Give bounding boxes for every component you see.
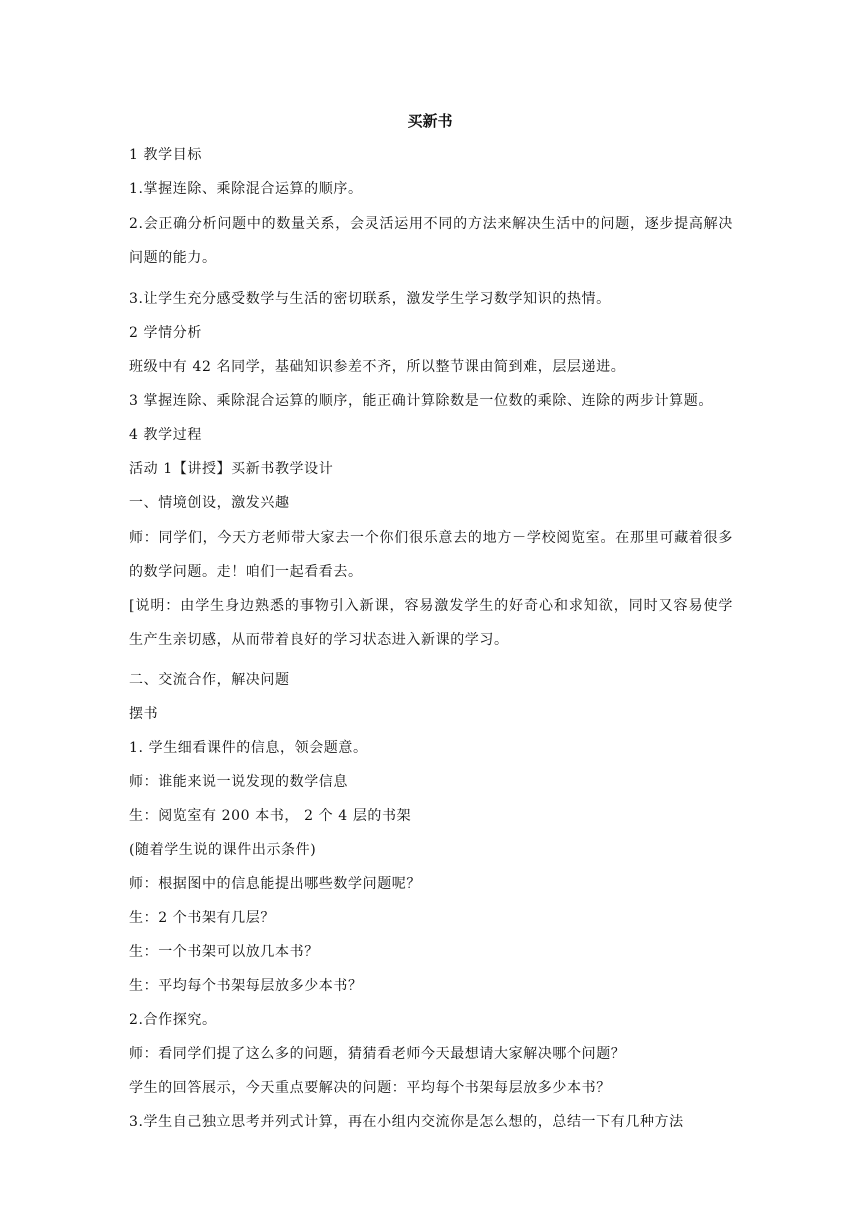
student-question-3: 生：平均每个书架每层放多少本书？ [129,978,363,994]
objective-2: 2.会正确分析问题中的数量关系，会灵活运用不同的方法来解决生活中的问题，逐步提高解决问题的能力。 [129,216,733,266]
step-2: 2.合作探究。 [129,1012,217,1028]
section-heading-analysis: 2 学情分析 [129,324,202,341]
key-points: 3 掌握连除、乘除混合运算的顺序，能正确计算除数是一位数的乘除、连除的两步计算题。 [129,392,713,409]
student-question-2: 生：一个书架可以放几本书？ [129,944,319,960]
part-two-heading: 二、交流合作，解决问题 [129,672,290,688]
step-1: 1. 学生细看课件的信息，领会题意。 [129,740,368,756]
explanation-note: [说明：由学生身边熟悉的事物引入新课，容易激发学生的好奇心和求知欲，同时又容易使学生产生亲切感，从而带着良好的学习状态进入新课的学习。 [129,597,733,648]
objective-1: 1.掌握连除、乘除混合运算的顺序。 [129,181,363,197]
teacher-question-3: 师：看同学们提了这么多的问题，猜猜看老师今天最想请大家解决哪个问题？ [129,1046,626,1062]
teacher-question-2: 师：根据图中的信息能提出哪些数学问题呢？ [129,876,421,892]
objective-3: 3.让学生充分感受数学与生活的密切联系，激发学生学习数学知识的热情。 [129,290,611,307]
section-heading-process: 4 教学过程 [129,426,202,443]
teacher-question-1: 师：谁能来说一说发现的数学信息 [129,774,348,790]
document-body [129,145,733,1146]
teacher-intro: 师：同学们，今天方老师带大家去一个你们很乐意去的地方－学校阅览室。在那里可藏着很多的数学问题。走！咱们一起看看去。 [129,529,733,580]
analysis-text: 班级中有 42 名同学，基础知识参差不齐，所以整节课由简到难，层层递进。 [129,358,626,375]
step-3: 3.学生自己独立思考并列式计算，再在小组内交流你是怎么想的，总结一下有几种方法 [129,1114,684,1130]
activity-title: 活动 1【讲授】买新书教学设计 [129,460,334,477]
subsection-arrange-books: 摆书 [129,706,159,722]
student-question-1: 生：2 个书架有几层？ [129,910,275,926]
student-answer-2: 学生的回答展示，今天重点要解决的问题：平均每个书架每层放多少本书？ [129,1080,611,1096]
section-heading-objectives: 1 教学目标 [129,147,202,163]
document-title: 买新书 [407,112,453,130]
part-one-heading: 一、情境创设，激发兴趣 [129,494,290,511]
student-answer-1: 生：阅览室有 200 本书， 2 个 4 层的书架 [129,808,412,824]
stage-note: (随着学生说的课件出示条件) [129,842,317,858]
